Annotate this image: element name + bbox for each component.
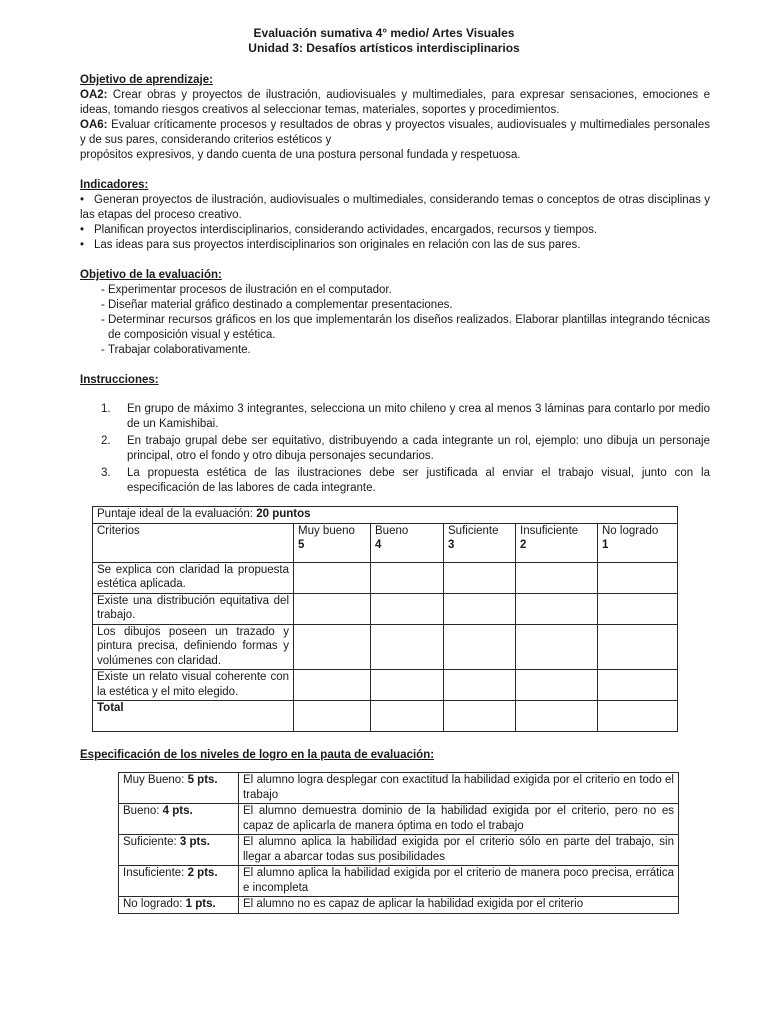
page-title: Evaluación sumativa 4° medio/ Artes Visuales bbox=[253, 26, 515, 40]
score-cell bbox=[444, 670, 516, 701]
objetivo-item bbox=[80, 283, 710, 298]
instrucciones-list bbox=[80, 402, 710, 496]
level-label-cell bbox=[119, 773, 239, 804]
level-name: Muy bueno bbox=[298, 524, 355, 537]
ideal-score-value: 20 puntos bbox=[256, 508, 311, 520]
instruccion-text: En trabajo grupal debe ser equitativo, distribuyendo a cada integrante un rol, ejemplo: uno dibuja un personaje principal, otro el fondo y otro dibuja personajes secundarios. bbox=[127, 435, 710, 462]
instruccion-item bbox=[80, 402, 710, 432]
indicador-item bbox=[80, 193, 710, 223]
dash-marker: - bbox=[101, 344, 105, 356]
score-cell bbox=[598, 670, 678, 701]
score-cell bbox=[371, 593, 444, 624]
oa2-text: Crear obras y proyectos de ilustración, audiovisuales y multimediales, para expresar sensaciones, emociones e ideas, tomando riesgos creativos al seleccionar temas, materiales, soportes y procedimientos. bbox=[80, 89, 710, 116]
level-description-cell: El alumno aplica la habilidad exigida por el criterio de manera poco precisa, errática e incompleta bbox=[239, 866, 679, 897]
instruccion-item bbox=[80, 434, 710, 464]
score-cell bbox=[371, 624, 444, 670]
score-cell bbox=[371, 701, 444, 732]
score-cell bbox=[444, 593, 516, 624]
heading-objetivo-evaluacion: Objetivo de la evaluación: bbox=[80, 269, 222, 281]
bullet-marker: • bbox=[80, 239, 85, 251]
rubric-row bbox=[93, 562, 678, 593]
level-label: Bueno: bbox=[123, 805, 163, 817]
oa6-paragraph bbox=[80, 118, 710, 148]
level-label: No logrado: bbox=[123, 898, 186, 910]
score-cell bbox=[598, 624, 678, 670]
level-description-cell: El alumno demuestra dominio de la habilidad exigida por el criterio, pero no es capaz de aplicarla de manera óptima en todo el trabajo bbox=[239, 804, 679, 835]
level-pts: 3 pts. bbox=[179, 836, 210, 848]
rubric-row bbox=[93, 593, 678, 624]
criterios-header-cell: Criterios bbox=[93, 523, 294, 562]
oa2-label: OA2: bbox=[80, 89, 108, 101]
level-name: Bueno bbox=[375, 524, 409, 537]
indicador-item bbox=[80, 223, 710, 238]
score-cell bbox=[294, 701, 371, 732]
instruccion-text: La propuesta estética de las ilustraciones debe ser justificada al enviar el trabajo visual, junto con la especificación de las labores de cada integrante. bbox=[127, 467, 710, 494]
section-instrucciones bbox=[80, 373, 710, 496]
score-cell bbox=[516, 670, 598, 701]
level-name: Suficiente bbox=[448, 524, 499, 537]
criterion-cell: Existe un relato visual coherente con la estética y el mito elegido. bbox=[93, 670, 294, 701]
score-cell bbox=[516, 624, 598, 670]
score-cell bbox=[371, 670, 444, 701]
score-cell bbox=[294, 562, 371, 593]
page-subtitle: Unidad 3: Desafíos artísticos interdisciplinarios bbox=[248, 41, 520, 55]
section-objetivo-aprendizaje bbox=[80, 73, 710, 163]
objetivo-item bbox=[80, 343, 710, 358]
score-cell bbox=[444, 562, 516, 593]
level-label: Suficiente: bbox=[123, 836, 180, 848]
rubric-table bbox=[92, 506, 678, 732]
score-cell bbox=[444, 701, 516, 732]
dash-marker: - bbox=[101, 314, 105, 326]
ideal-score-cell bbox=[93, 507, 678, 524]
level-label-cell bbox=[119, 866, 239, 897]
level-score: 4 bbox=[375, 539, 382, 551]
oa6-continuation: propósitos expresivos, y dando cuenta de una postura personal fundada y respetuosa. bbox=[80, 149, 521, 161]
objetivo-text: Trabajar colaborativamente. bbox=[108, 344, 251, 356]
criterion-cell: Los dibujos poseen un trazado y pintura precisa, definiendo formas y volúmenes con claridad. bbox=[93, 624, 294, 670]
heading-indicadores: Indicadores: bbox=[80, 179, 149, 191]
level-score: 3 bbox=[448, 539, 455, 551]
ideal-score-label: Puntaje ideal de la evaluación: bbox=[97, 508, 257, 520]
level-header-cell bbox=[516, 523, 598, 562]
number-marker: 1. bbox=[101, 403, 111, 415]
level-score: 5 bbox=[298, 539, 305, 551]
levels-table bbox=[118, 772, 679, 914]
rubric-header-row bbox=[93, 523, 678, 562]
oa2-paragraph bbox=[80, 88, 710, 118]
objetivo-item bbox=[80, 313, 710, 343]
rubric-total-row bbox=[93, 701, 678, 732]
level-score: 2 bbox=[520, 539, 527, 551]
level-pts: 2 pts. bbox=[187, 867, 218, 879]
score-cell bbox=[598, 593, 678, 624]
score-cell bbox=[294, 624, 371, 670]
score-cell bbox=[444, 624, 516, 670]
bullet-marker: • bbox=[80, 224, 85, 236]
level-name: No logrado bbox=[602, 524, 659, 537]
number-marker: 2. bbox=[101, 435, 111, 447]
indicador-text: Planifican proyectos interdisciplinarios, considerando actividades, encargados, recursos y tiempos. bbox=[94, 224, 598, 236]
total-label-cell bbox=[93, 701, 294, 732]
score-cell bbox=[294, 593, 371, 624]
level-row bbox=[119, 835, 679, 866]
level-header-cell bbox=[444, 523, 516, 562]
score-cell bbox=[516, 593, 598, 624]
level-description-cell: El alumno no es capaz de aplicar la habilidad exigida por el criterio bbox=[239, 897, 679, 914]
level-label-cell bbox=[119, 804, 239, 835]
document-title-block bbox=[58, 26, 710, 56]
level-label: Insuficiente: bbox=[123, 867, 188, 879]
objetivo-text: Determinar recursos gráficos en los que implementarán los diseños realizados. Elaborar plantillas integrando técnicas de composición visual y estética. bbox=[108, 314, 710, 341]
rubric-score-header-row bbox=[93, 507, 678, 524]
oa6-text: Evaluar críticamente procesos y resultados de obras y proyectos visuales, audiovisuales y multimediales personales y de sus pares, considerando criterios estéticos y bbox=[80, 119, 710, 146]
level-label: Muy Bueno: bbox=[123, 774, 188, 786]
criterion-cell: Existe una distribución equitativa del trabajo. bbox=[93, 593, 294, 624]
instruccion-item bbox=[80, 466, 710, 496]
heading-instrucciones: Instrucciones: bbox=[80, 374, 159, 386]
score-cell bbox=[598, 562, 678, 593]
level-score: 1 bbox=[602, 539, 609, 551]
bullet-marker: • bbox=[80, 194, 85, 206]
level-row bbox=[119, 866, 679, 897]
rubric-row bbox=[93, 670, 678, 701]
objetivo-text: Diseñar material gráfico destinado a complementar presentaciones. bbox=[108, 299, 453, 311]
section-especificacion bbox=[80, 748, 710, 763]
score-cell bbox=[598, 701, 678, 732]
level-pts: 4 pts. bbox=[162, 805, 193, 817]
criterion-cell: Se explica con claridad la propuesta estética aplicada. bbox=[93, 562, 294, 593]
level-label-cell bbox=[119, 835, 239, 866]
dash-marker: - bbox=[101, 299, 105, 311]
total-label: Total bbox=[97, 702, 124, 714]
level-pts: 1 pts. bbox=[185, 898, 216, 910]
dash-marker: - bbox=[101, 284, 105, 296]
level-label-cell bbox=[119, 897, 239, 914]
instruccion-text: En grupo de máximo 3 integrantes, selecciona un mito chileno y crea al menos 3 láminas para contarlo por medio de un Kamishibai. bbox=[127, 403, 710, 430]
level-pts: 5 pts. bbox=[187, 774, 218, 786]
level-row bbox=[119, 897, 679, 914]
level-row bbox=[119, 773, 679, 804]
score-cell bbox=[371, 562, 444, 593]
level-row bbox=[119, 804, 679, 835]
heading-especificacion: Especificación de los niveles de logro en la pauta de evaluación: bbox=[80, 749, 435, 761]
number-marker: 3. bbox=[101, 467, 111, 479]
section-indicadores bbox=[80, 178, 710, 253]
level-name: Insuficiente bbox=[520, 524, 579, 537]
score-cell bbox=[516, 562, 598, 593]
level-header-cell bbox=[294, 523, 371, 562]
section-objetivo-evaluacion bbox=[80, 268, 710, 358]
indicador-item bbox=[80, 238, 710, 253]
rubric-row bbox=[93, 624, 678, 670]
level-header-cell bbox=[598, 523, 678, 562]
indicador-text: Generan proyectos de ilustración, audiovisuales o multimediales, considerando temas o conceptos de otras disciplinas y las etapas del proceso creativo. bbox=[80, 194, 710, 221]
indicador-text: Las ideas para sus proyectos interdisciplinarios son originales en relación con las de sus pares. bbox=[94, 239, 581, 251]
score-cell bbox=[294, 670, 371, 701]
level-description-cell: El alumno logra desplegar con exactitud la habilidad exigida por el criterio en todo el trabajo bbox=[239, 773, 679, 804]
level-header-cell bbox=[371, 523, 444, 562]
objetivo-text: Experimentar procesos de ilustración en el computador. bbox=[108, 284, 392, 296]
oa6-label: OA6: bbox=[80, 119, 108, 131]
score-cell bbox=[516, 701, 598, 732]
heading-objetivo-aprendizaje: Objetivo de aprendizaje: bbox=[80, 74, 213, 86]
objetivo-item bbox=[80, 298, 710, 313]
level-description-cell: El alumno aplica la habilidad exigida por el criterio sólo en parte del trabajo, sin llegar a abarcar todas sus posibilidades bbox=[239, 835, 679, 866]
